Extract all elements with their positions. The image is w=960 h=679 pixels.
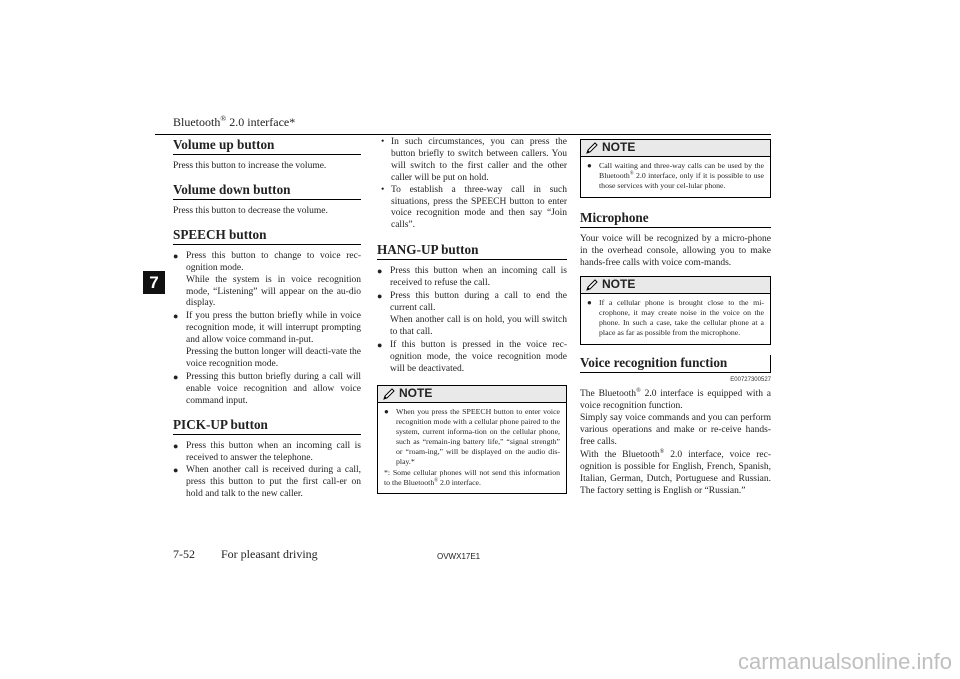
pencil-icon [382, 387, 396, 401]
document-code: OVWX17E1 [437, 552, 481, 561]
volume-up-text: Press this button to increase the volume. [173, 161, 327, 171]
header-divider [155, 134, 771, 135]
chapter-title: For pleasant driving [221, 547, 318, 561]
list-item: • To establish a three-way call in such situations, press the SPEECH button to enter voice recognition mode and then say “Join calls”. [377, 185, 567, 233]
speech-heading: SPEECH button [173, 227, 361, 245]
microphone-heading: Microphone [580, 210, 771, 228]
note-title: NOTE [399, 386, 433, 401]
note-text: ● Call waiting and three-way calls can be used by the Bluetooth® 2.0 interface, only if it is possible to use those services with your cel-lular phone. [587, 161, 764, 191]
list-item: ● Press this button when an incoming call is received to refuse the call. [377, 266, 567, 290]
column-1 [173, 137, 361, 502]
speech-list [173, 251, 361, 408]
page-number: 7-52 [173, 547, 195, 561]
list-item: ● If this button is pressed in the voice rec-ognition mode, the voice recognition mode will be deactivated. [377, 340, 567, 376]
column-2 [377, 137, 567, 500]
list-item: ● Press this button when an incoming call is received to answer the telephone. [173, 441, 361, 465]
list-item: • In such circumstances, you can press the button briefly to switch between callers. You will switch to the first caller and the other caller will be put on hold. [377, 137, 567, 185]
call-switch-list [377, 137, 567, 232]
note-text: ● When you press the SPEECH button to enter voice recognition mode with a cellular phone paired to the system, current informa-tion on the cellular phone, such as “remain-ing battery life,” “signal strength” or “roam-ing,” will be displayed on the audio dis-play.* [384, 407, 560, 467]
hangup-heading: HANG-UP button [377, 242, 567, 260]
volume-up-heading: Volume up button [173, 137, 361, 155]
volume-down-heading: Volume down button [173, 182, 361, 200]
list-item: ● If you press the button briefly while in voice recognition mode, it will interrupt prompting and allow voice command in-put. Pressing the button longer will deacti-vate the voice recognition mode. [173, 311, 361, 371]
hangup-list [377, 266, 567, 375]
list-item: ● Press this button during a call to end the current call. When another call is on hold, you will switch to that call. [377, 291, 567, 339]
running-header: Bluetooth® 2.0 interface* [173, 114, 296, 129]
pencil-icon [585, 141, 599, 155]
note-title: NOTE [602, 276, 636, 291]
voice-text: The Bluetooth® 2.0 interface is equipped with a voice recognition function. [580, 387, 771, 411]
list-item: ● Press this button to change to voice rec-ognition mode. While the system is in voice recognition mode, “Listening” will appear on the au-dio display. [173, 251, 361, 311]
voice-recognition-heading: Voice recognition function [580, 355, 771, 373]
column-3 [580, 139, 771, 499]
note-text: ● If a cellular phone is brought close to the mi-crophone, it may create noise in the voice on the phone. In such a case, take the cellular phone at a place as far as possible from the microphone. [587, 298, 764, 338]
voice-text: With the Bluetooth® 2.0 interface, voice rec-ognition is possible for English, French, Spanish, Italian, German, Dutch, Portuguese and Russian. The factory setting is English or “Russian.” [580, 449, 771, 496]
pickup-list [173, 441, 361, 502]
list-item: ● When another call is received during a call, press this button to put the first call-er on hold and talk to the new caller. [173, 465, 361, 501]
note-title: NOTE [602, 140, 636, 155]
microphone-text: Your voice will be recognized by a micro-phone in the overhead console, allowing you to make hands-free calls with voice com-mands. [580, 234, 771, 268]
pencil-icon [585, 278, 599, 292]
note-box [377, 385, 567, 494]
voice-text: Simply say voice commands and you can perform various operations and make or re-ceive hands-free calls. [580, 413, 771, 448]
watermark: carmanualsonline.info [737, 649, 952, 674]
list-item: ● Pressing this button briefly during a call will enable voice recognition and allow voice command input. [173, 372, 361, 408]
pickup-heading: PICK-UP button [173, 417, 361, 435]
note-footnote: *: Some cellular phones will not send this information to the Bluetooth® 2.0 interface. [384, 468, 560, 488]
chapter-tab: 7 [143, 271, 165, 294]
reference-code: E00727300527 [730, 376, 771, 383]
note-box [580, 139, 771, 198]
note-box [580, 276, 771, 345]
volume-down-text: Press this button to decrease the volume. [173, 205, 328, 216]
